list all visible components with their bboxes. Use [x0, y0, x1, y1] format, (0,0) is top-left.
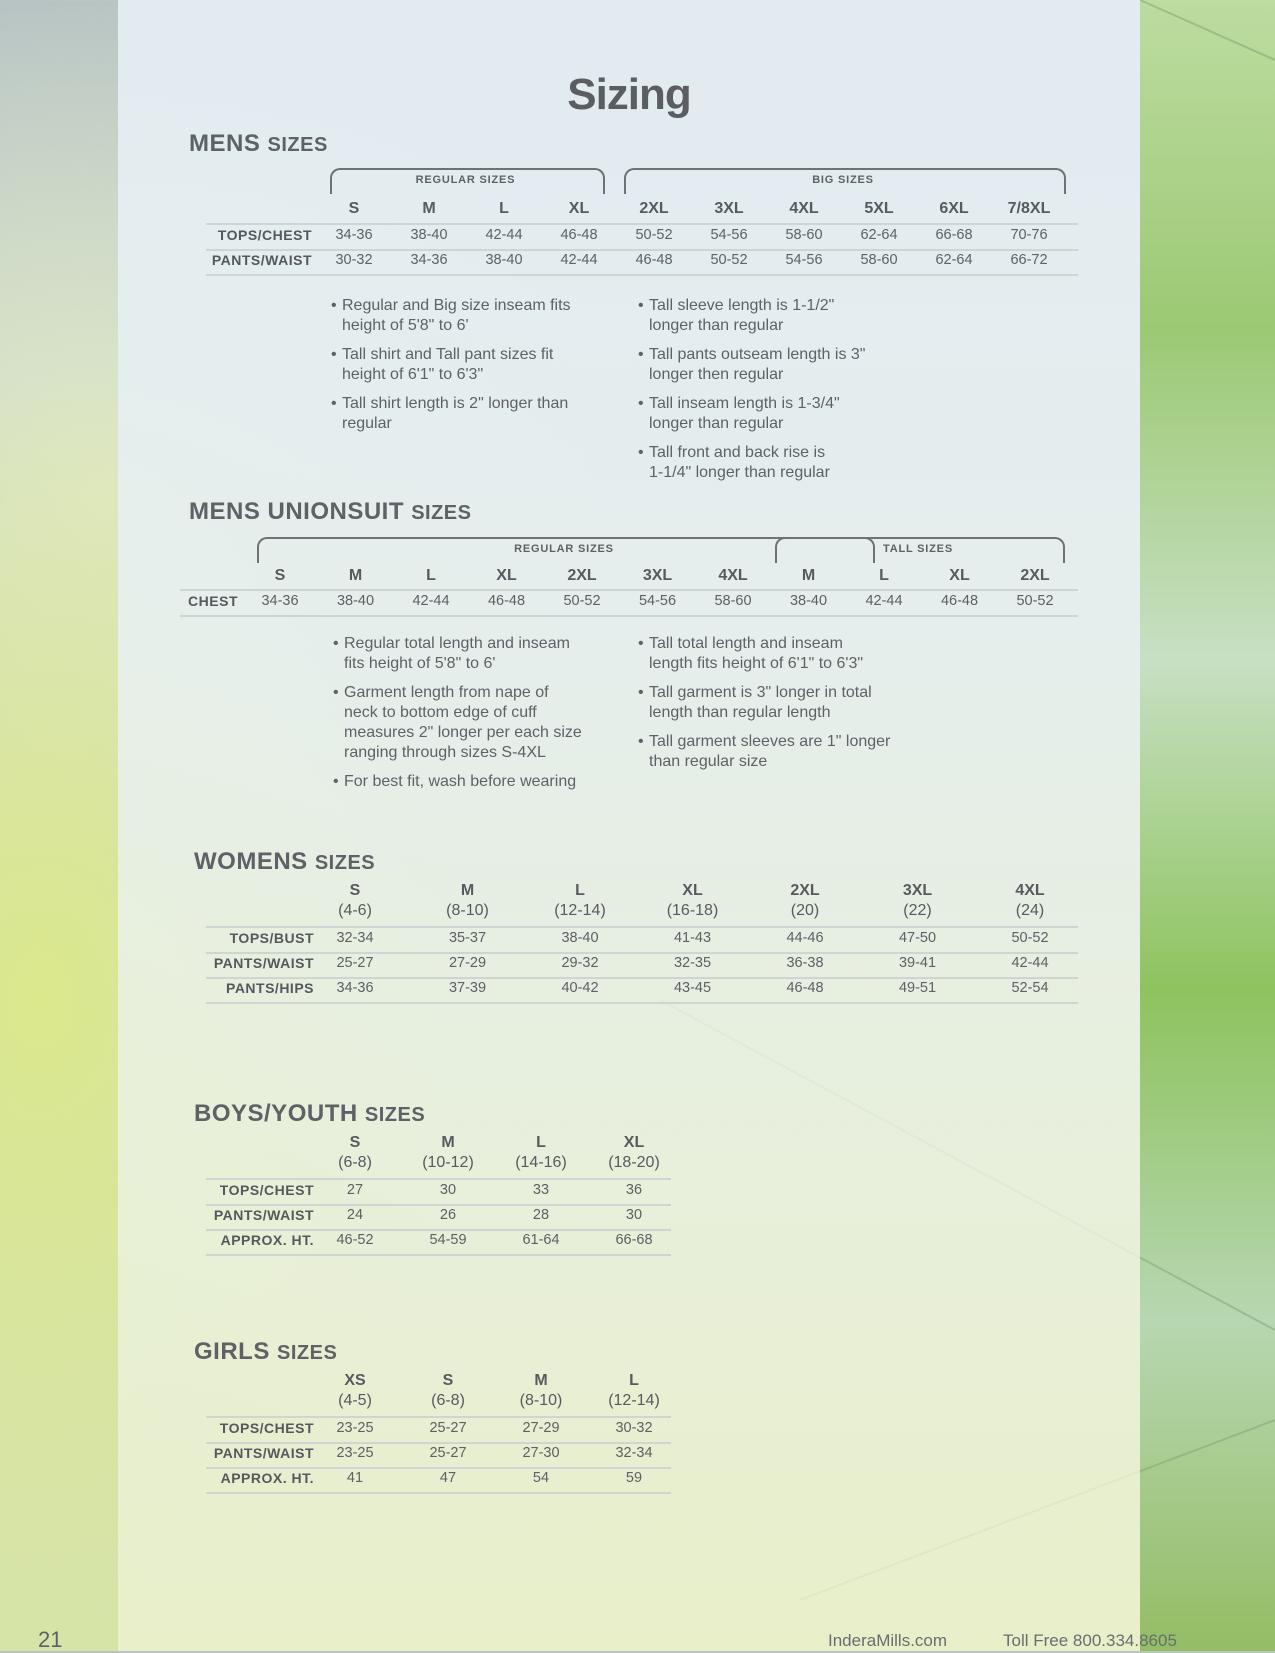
bullet-icon: • [638, 733, 644, 750]
girls-heading-text: GIRLS [194, 1338, 270, 1365]
note-line: regular [342, 415, 392, 432]
note-line: height of 5'8" to 6' [342, 317, 469, 334]
womens-heading [194, 848, 375, 876]
table-cell: 25-27 [429, 1445, 467, 1461]
bullet-icon: • [333, 773, 339, 790]
note-line: Tall total length and inseam [649, 635, 843, 652]
table-cell: 38-40 [561, 930, 599, 946]
column-range: (12-14) [554, 902, 606, 919]
table-cell: 42-44 [412, 593, 450, 609]
column-header: 6XL [939, 200, 969, 217]
table-cell: 54-59 [429, 1232, 467, 1248]
womens-heading-text: WOMENS [194, 848, 308, 875]
table-cell: 42-44 [485, 227, 523, 243]
column-header: M [441, 1134, 455, 1151]
boys-heading-suffix: SIZES [364, 1104, 426, 1126]
column-header: 2XL [1020, 567, 1050, 584]
column-header: 3XL [714, 200, 744, 217]
unionsuit-regular-label: REGULAR SIZES [514, 543, 614, 555]
column-header: 2XL [639, 200, 669, 217]
note-line: Tall sleeve length is 1-1/2" [649, 297, 835, 314]
row-divider [206, 249, 1078, 251]
table-cell: 38-40 [410, 227, 448, 243]
table-cell: 36-38 [786, 955, 824, 971]
table-cell: 66-72 [1010, 252, 1048, 268]
mens-heading [189, 130, 328, 158]
column-header: 7/8XL [1007, 200, 1051, 217]
table-cell: 39-41 [898, 955, 937, 971]
note-line: neck to bottom edge of cuff [344, 704, 537, 721]
row-label: TOPS/CHEST [219, 1420, 314, 1436]
table-cell: 50-52 [563, 593, 601, 609]
unionsuit-heading-suffix: SIZES [411, 502, 472, 524]
column-header: XS [344, 1372, 366, 1389]
note-item [638, 443, 830, 483]
bullet-icon: • [331, 346, 337, 363]
column-header: S [274, 567, 286, 584]
bullet-icon: • [638, 346, 644, 363]
unionsuit-heading [189, 498, 471, 526]
bullet-icon: • [331, 395, 337, 412]
table-cell: 59 [625, 1470, 643, 1486]
row-label: APPROX. HT. [220, 1470, 314, 1486]
table-cell: 36 [625, 1182, 643, 1198]
column-header: L [575, 882, 585, 899]
row-label: PANTS/WAIST [211, 252, 312, 268]
column-header: L [426, 567, 436, 584]
girls-heading [194, 1338, 337, 1366]
bullet-icon: • [333, 635, 339, 652]
note-item [638, 394, 840, 434]
table-cell: 30-32 [335, 252, 373, 268]
table-cell: 58-60 [860, 252, 898, 268]
row-label: TOPS/CHEST [217, 227, 312, 243]
note-item [331, 345, 554, 385]
table-cell: 46-48 [487, 593, 526, 609]
column-header: 4XL [789, 200, 819, 217]
column-range: (24) [1015, 902, 1045, 919]
row-label: TOPS/CHEST [219, 1182, 314, 1198]
table-cell: 30 [439, 1182, 457, 1198]
column-range: (8-10) [519, 1392, 563, 1409]
table-cell: 28 [532, 1207, 550, 1223]
table-cell: 27-29 [522, 1420, 560, 1436]
note-line: For best fit, wash before wearing [344, 773, 577, 790]
table-cell: 61-64 [522, 1232, 560, 1248]
womens-heading-suffix: SIZES [314, 852, 376, 874]
note-line: length than regular length [649, 704, 831, 721]
table-cell: 34-36 [336, 980, 374, 996]
row-divider [180, 615, 1078, 617]
unionsuit-tall-label: TALL SIZES [883, 543, 953, 555]
bullet-icon: • [638, 444, 644, 461]
row-divider [206, 977, 1078, 979]
table-cell: 37-39 [448, 980, 487, 996]
column-header: 2XL [790, 882, 820, 899]
header-divider [206, 223, 1078, 225]
column-header: M [460, 882, 475, 899]
table-cell: 50-52 [1011, 930, 1049, 946]
table-cell: 33 [532, 1182, 550, 1198]
column-header: M [801, 567, 816, 584]
column-header: L [879, 567, 889, 584]
column-header: S [349, 1134, 361, 1151]
column-range: (8-10) [446, 902, 489, 919]
column-header: 3XL [642, 567, 673, 584]
note-line: Tall shirt length is 2" longer than [342, 395, 569, 412]
table-cell: 62-64 [860, 227, 898, 243]
table-cell: 32-35 [673, 955, 712, 971]
note-item [333, 634, 570, 674]
column-header: 4XL [1015, 882, 1045, 899]
table-cell: 32-34 [336, 930, 374, 946]
table-cell: 42-44 [560, 252, 598, 268]
column-range: (6-8) [338, 1154, 372, 1171]
column-range: (14-16) [515, 1154, 567, 1171]
row-label: PANTS/WAIST [213, 1207, 314, 1223]
note-line: length fits height of 6'1" to 6'3" [649, 655, 864, 672]
table-cell: 46-52 [336, 1232, 374, 1248]
bullet-icon: • [333, 684, 339, 701]
note-line: Tall inseam length is 1-3/4" [649, 395, 840, 412]
table-cell: 25-27 [336, 955, 374, 971]
mens-big-label: BIG SIZES [812, 174, 874, 186]
table-cell: 32-34 [615, 1445, 653, 1461]
column-header: 2XL [567, 567, 597, 584]
row-divider [206, 274, 1078, 276]
note-line: longer than regular [649, 317, 784, 334]
content-panel [118, 0, 1140, 1651]
note-item [333, 772, 577, 792]
table-cell: 30 [625, 1207, 643, 1223]
table-cell: 58-60 [714, 593, 752, 609]
column-range: (22) [903, 902, 932, 919]
column-range: (16-18) [666, 902, 719, 919]
table-cell: 44-46 [786, 930, 824, 946]
table-cell: 50-52 [635, 227, 673, 243]
table-cell: 29-32 [561, 955, 599, 971]
note-item [638, 732, 891, 772]
footer-website-link[interactable]: InderaMills.com [828, 1631, 948, 1650]
header-divider [180, 589, 1078, 591]
row-divider [206, 1492, 671, 1494]
note-line: than regular size [649, 753, 768, 770]
row-label: PANTS/WAIST [213, 955, 314, 971]
table-cell: 50-52 [1016, 593, 1054, 609]
table-cell: 47 [439, 1470, 457, 1486]
boys-heading [194, 1100, 425, 1128]
table-cell: 54 [532, 1470, 550, 1486]
row-label: PANTS/WAIST [213, 1445, 314, 1461]
note-line: fits height of 5'8" to 6' [344, 655, 496, 672]
column-header: S [349, 882, 361, 899]
table-cell: 58-60 [785, 227, 823, 243]
table-cell: 43-45 [673, 980, 712, 996]
table-cell: 42-44 [865, 593, 903, 609]
header-divider [206, 926, 1078, 928]
table-cell: 49-51 [898, 980, 937, 996]
row-divider [206, 1467, 671, 1469]
note-line: Regular total length and inseam [344, 635, 570, 652]
table-cell: 46-48 [635, 252, 673, 268]
table-cell: 27-30 [522, 1445, 560, 1461]
note-line: 1-1/4" longer than regular [649, 464, 830, 481]
note-item [638, 296, 835, 336]
note-item [638, 345, 866, 385]
page-number: 21 [38, 1627, 63, 1652]
table-cell: 26 [439, 1207, 457, 1223]
column-header: L [629, 1372, 639, 1389]
mens-heading-suffix: SIZES [267, 134, 328, 156]
header-divider [206, 1178, 671, 1180]
table-cell: 23-25 [336, 1445, 374, 1461]
note-item [638, 683, 872, 723]
bullet-icon: • [638, 395, 644, 412]
mens-heading-text: MENS [189, 130, 261, 157]
table-cell: 62-64 [935, 252, 973, 268]
note-item [333, 683, 582, 763]
column-range: (20) [790, 902, 820, 919]
table-cell: 54-56 [638, 593, 677, 609]
row-label: PANTS/HIPS [226, 980, 314, 996]
table-cell: 46-48 [940, 593, 979, 609]
note-line: measures 2" longer per each size [344, 724, 582, 741]
row-label: APPROX. HT. [220, 1232, 314, 1248]
table-cell: 46-48 [786, 980, 824, 996]
note-line: ranging through sizes S-4XL [344, 744, 546, 761]
mens-regular-label: REGULAR SIZES [415, 174, 516, 186]
table-cell: 34-36 [261, 593, 299, 609]
column-header: XL [568, 200, 590, 217]
row-label: TOPS/BUST [229, 930, 314, 946]
table-cell: 47-50 [898, 930, 937, 946]
note-line: height of 6'1" to 6'3" [342, 366, 484, 383]
row-divider [206, 1002, 1078, 1004]
note-line: Tall garment sleeves are 1" longer [649, 733, 891, 750]
row-label: CHEST [188, 593, 238, 609]
row-divider [206, 1254, 671, 1256]
note-line: Tall pants outseam length is 3" [649, 346, 866, 363]
boys-heading-text: BOYS/YOUTH [194, 1100, 358, 1127]
column-range: (12-14) [608, 1392, 660, 1409]
bullet-icon: • [638, 684, 644, 701]
table-cell: 35-37 [448, 930, 487, 946]
table-cell: 27 [346, 1182, 364, 1198]
column-header: M [422, 200, 436, 217]
table-cell: 41-43 [673, 930, 712, 946]
table-cell: 34-36 [335, 227, 373, 243]
table-cell: 54-56 [710, 227, 748, 243]
note-item [638, 634, 864, 674]
column-range: (18-20) [608, 1154, 660, 1171]
header-divider [206, 1416, 671, 1418]
note-line: Tall shirt and Tall pant sizes fit [342, 346, 554, 363]
table-cell: 38-40 [789, 593, 828, 609]
column-header: S [442, 1372, 454, 1389]
row-divider [206, 952, 1078, 954]
note-item [331, 394, 569, 434]
table-cell: 41 [346, 1470, 364, 1486]
bullet-icon: • [331, 297, 337, 314]
column-header: 5XL [864, 200, 894, 217]
table-cell: 66-68 [935, 227, 973, 243]
column-range: (4-5) [338, 1392, 372, 1409]
table-cell: 54-56 [785, 252, 823, 268]
footer-phone: Toll Free 800.334.8605 [1003, 1631, 1177, 1650]
column-range: (6-8) [431, 1392, 465, 1409]
table-cell: 40-42 [561, 980, 599, 996]
column-header: S [348, 200, 360, 217]
row-divider [206, 1229, 671, 1231]
note-line: longer then regular [649, 366, 784, 383]
column-header: M [534, 1372, 548, 1389]
note-line: Regular and Big size inseam fits [342, 297, 571, 314]
table-cell: 66-68 [615, 1232, 653, 1248]
page-title: Sizing [567, 70, 691, 119]
table-cell: 42-44 [1011, 955, 1049, 971]
note-line: Tall garment is 3" longer in total [649, 684, 872, 701]
girls-heading-suffix: SIZES [277, 1342, 338, 1364]
table-cell: 30-32 [615, 1420, 653, 1436]
column-header: 3XL [902, 882, 933, 899]
bullet-icon: • [638, 297, 644, 314]
note-item [331, 296, 571, 336]
table-cell: 50-52 [710, 252, 748, 268]
table-cell: 23-25 [336, 1420, 374, 1436]
column-header: L [536, 1134, 546, 1151]
unionsuit-heading-text: MENS UNIONSUIT [189, 498, 405, 525]
column-header: XL [949, 567, 970, 584]
table-cell: 46-48 [560, 227, 598, 243]
column-header: XL [682, 882, 703, 899]
bullet-icon: • [638, 635, 644, 652]
table-cell: 70-76 [1010, 227, 1048, 243]
column-header: XL [623, 1134, 645, 1151]
column-header: XL [496, 567, 517, 584]
row-divider [206, 1204, 671, 1206]
table-cell: 38-40 [485, 252, 523, 268]
column-header: L [499, 200, 509, 217]
note-line: Garment length from nape of [344, 684, 549, 701]
column-header: M [348, 567, 363, 584]
table-cell: 27-29 [448, 955, 487, 971]
table-cell: 38-40 [336, 593, 375, 609]
table-cell: 25-27 [429, 1420, 467, 1436]
column-header: 4XL [718, 567, 748, 584]
column-range: (4-6) [338, 902, 372, 919]
row-divider [206, 1442, 671, 1444]
table-cell: 52-54 [1011, 980, 1049, 996]
table-cell: 34-36 [410, 252, 448, 268]
table-cell: 24 [346, 1207, 364, 1223]
note-line: longer than regular [649, 415, 784, 432]
column-range: (10-12) [422, 1154, 474, 1171]
note-line: Tall front and back rise is [649, 444, 826, 461]
